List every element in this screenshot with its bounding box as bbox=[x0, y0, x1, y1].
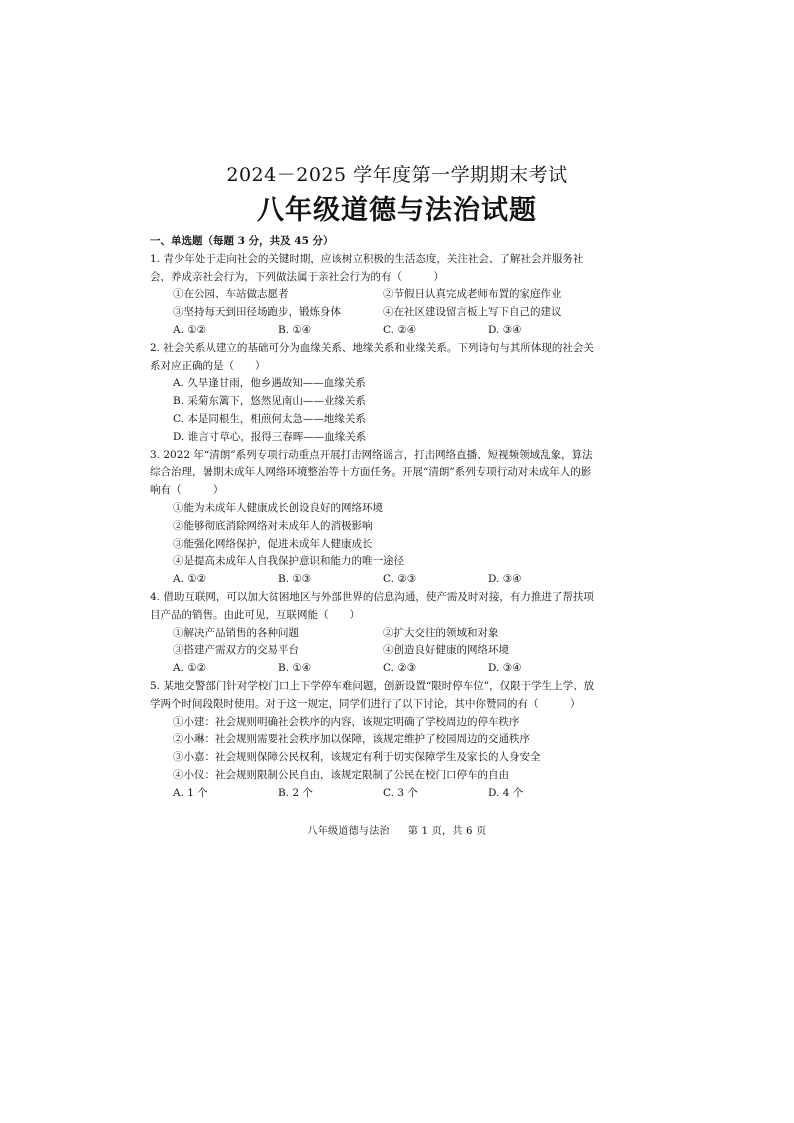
exam-subject-title: 八年级道德与法治试题 bbox=[257, 195, 537, 226]
question-3 bbox=[150, 447, 598, 589]
statement-item: ③搭建产需双方的交易平台 bbox=[173, 644, 299, 657]
statement-item: ③小嘉：社会规则保障公民权利，该规定有利于切实保障学生及家长的人身安全 bbox=[173, 751, 541, 764]
choice-c: C. 3 个 bbox=[383, 786, 418, 799]
option-row bbox=[150, 304, 598, 322]
statement-item: ④是提高未成年人自我保护意识和能力的唯一途径 bbox=[173, 555, 404, 568]
choice-a: A. ①② bbox=[173, 573, 207, 586]
exam-title: 2024－2025 学年度第一学期期末考试 bbox=[226, 164, 568, 186]
question-stem: 1. 青少年处于走向社会的关键时期，应该树立积极的生活态度，关注社会、了解社会并服务社会，养成亲社会行为，下列做法属于亲社会行为的有（ ） bbox=[150, 252, 584, 283]
choice-d: D. 谁言寸草心，报得三春晖——血缘关系 bbox=[173, 430, 367, 443]
choice-row bbox=[150, 660, 598, 678]
question-stem: 5. 某地交警部门针对学校门口上下学停车难问题，创新设置“限时停车位”，仅限于学生上学、放学两个时间段限时使用。对于这一规定，同学们进行了以下讨论，其中你赞同的有（ ） bbox=[150, 679, 595, 710]
choice-d: D. ③④ bbox=[488, 662, 522, 675]
question-stem: 4. 借助互联网，可以加大贫困地区与外部世界的信息沟通，使产需及时对接，有力推进了帮扶项目产品的销售。由此可见，互联网能（ ） bbox=[150, 590, 594, 621]
question-stem: 3. 2022 年“清朗”系列专项行动重点开展打击网络谣言，打击网络直播、短视频领域乱象，算法综合治理，暑期未成年人网络环境整治等十方面任务。开展“清朗”系列专项行动对未成年人的影响有（ ） bbox=[150, 448, 593, 497]
statement-item: ②扩大交往的领域和对象 bbox=[383, 626, 499, 639]
choice-row bbox=[150, 571, 598, 589]
choice-a: A. ①② bbox=[173, 662, 207, 675]
question-4 bbox=[150, 589, 598, 678]
choice-b: B. ①③ bbox=[278, 573, 312, 586]
choice-b: B. 2 个 bbox=[278, 786, 313, 799]
choice-c: C. ②④ bbox=[383, 323, 417, 336]
question-1 bbox=[150, 251, 598, 340]
statement-item: ①在公园、车站做志愿者 bbox=[173, 288, 289, 301]
choice-row bbox=[150, 785, 598, 803]
statement-item: ③坚持每天到田径场跑步，锻炼身体 bbox=[173, 306, 341, 319]
choice-b: B. ①④ bbox=[278, 323, 312, 336]
footer-page-number: 第 1 页，共 6 页 bbox=[407, 826, 487, 837]
choice-d: D. 4 个 bbox=[488, 786, 524, 799]
statement-item: ④在社区建设留言板上写下自己的建议 bbox=[383, 306, 562, 319]
question-5 bbox=[150, 678, 598, 803]
choice-row bbox=[150, 322, 598, 340]
choice-c: C. ②③ bbox=[383, 662, 417, 675]
choice-a: A. 1 个 bbox=[173, 786, 208, 799]
statement-item: ②节假日认真完成老师布置的家庭作业 bbox=[383, 288, 562, 301]
question-stem: 2. 社会关系从建立的基础可分为血缘关系、地缘关系和业缘关系。下列诗句与其所体现的社会关系对应正确的是（ ） bbox=[150, 341, 594, 372]
statement-item: ①小建：社会规则明确社会秩序的内容，该规定明确了学校周边的停车秩序 bbox=[173, 715, 520, 728]
page-footer bbox=[0, 822, 794, 837]
choice-c: C. ②③ bbox=[383, 573, 417, 586]
choice-b: B. 采菊东篱下，悠然见南山——业缘关系 bbox=[173, 395, 366, 408]
statement-item: ④小仪：社会规则限制公民自由，该规定限制了公民在校门口停车的自由 bbox=[173, 768, 509, 781]
option-row bbox=[150, 286, 598, 304]
section-title: 一、单选题（每题 3 分，共及 45 分） bbox=[150, 235, 334, 247]
choice-a: A. ①② bbox=[173, 323, 207, 336]
statement-item: ②小琳：社会规则需要社会秩序加以保障，该规定维护了校园周边的交通秩序 bbox=[173, 733, 530, 746]
statement-item: ④创造良好健康的网络环境 bbox=[383, 644, 509, 657]
choice-c: C. 本是同根生，相煎何太急——地缘关系 bbox=[173, 412, 366, 425]
exam-body bbox=[150, 233, 598, 803]
statement-item: ③能强化网络保护，促进未成年人健康成长 bbox=[173, 537, 373, 550]
option-row bbox=[150, 625, 598, 643]
choice-d: D. ③④ bbox=[488, 323, 522, 336]
statement-item: ②能够彻底消除网络对未成年人的消极影响 bbox=[173, 519, 373, 532]
statement-item: ①能为未成年人健康成长创设良好的网络环境 bbox=[173, 501, 383, 514]
statement-item: ①解决产品销售的各种问题 bbox=[173, 626, 299, 639]
question-2 bbox=[150, 340, 598, 447]
choice-b: B. ①④ bbox=[278, 662, 312, 675]
footer-subject: 八年级道德与法治 bbox=[307, 826, 390, 837]
choice-d: D. ③④ bbox=[488, 573, 522, 586]
option-row bbox=[150, 642, 598, 660]
choice-a: A. 久旱逢甘雨，他乡遇故知——血缘关系 bbox=[173, 377, 366, 390]
